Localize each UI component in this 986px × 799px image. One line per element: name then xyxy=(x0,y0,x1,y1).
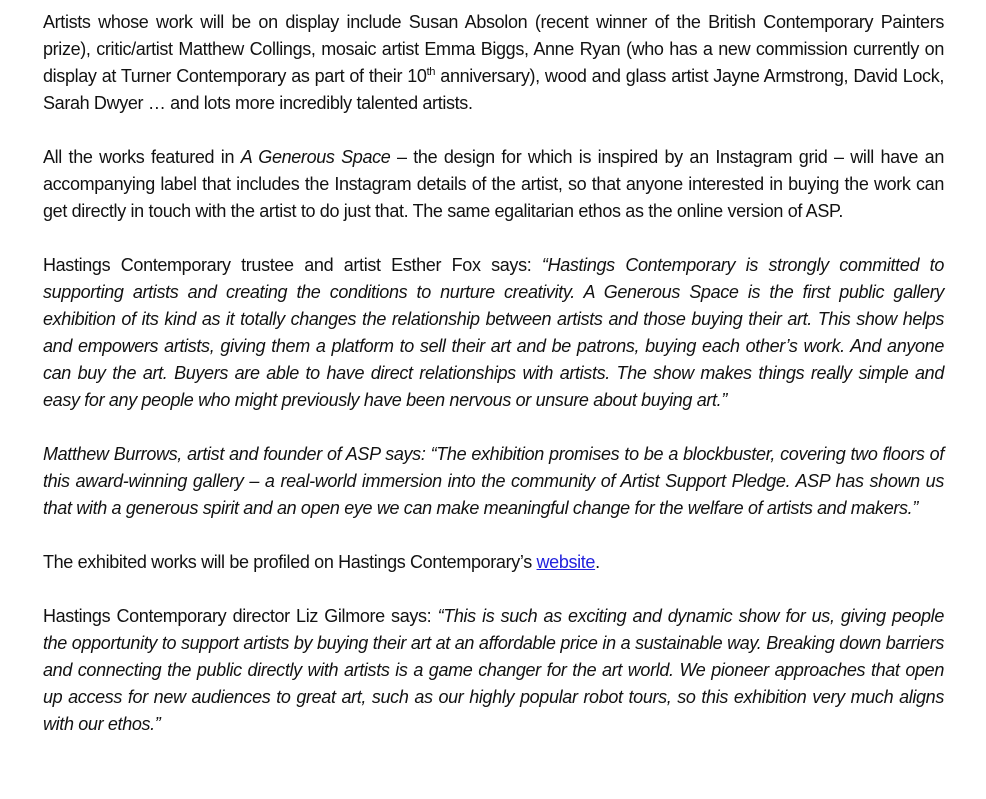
italic-text: Matthew Burrows, artist and founder of ASP says: “The exhibition promises to be a blockbuster, covering two floors of this award-winning gallery – a real-world immersion into the community of Artist Support Pledge. ASP has shown us that with a generous spirit and an open eye we can make meaningful change for the welfare of artists and makers.” xyxy=(43,444,944,518)
paragraph-artists-list xyxy=(43,9,944,117)
paragraph-liz-gilmore-quote xyxy=(43,603,944,738)
body-text: Artists whose work will be on display include Susan Absolon (recent winner of the British Contemporary Painters prize), critic/artist Matthew Collings, mosaic artist Emma Biggs, Anne Ryan (who has a new commission currently on display at Turner Contemporary as part of their 10 xyxy=(43,12,944,86)
italic-text: “This is such as exciting and dynamic show for us, giving people the opportunity to support artists by buying their art at an affordable price in a sustainable way. Breaking down barriers and connecting the public directly with artists is a game changer for the art world. We pioneer approaches that open up access for new audiences to great art, such as our highly popular robot tours, so this exhibition very much aligns with our ethos.” xyxy=(43,606,944,734)
paragraph-generous-space-labels xyxy=(43,144,944,225)
body-text: All the works featured in xyxy=(43,147,241,167)
body-text: – the design for which is inspired by an Instagram grid – will have an accompanying label that includes the Instagram details of the artist, so that anyone interested in buying the work can get directly in touch with the artist to do just that. The same egalitarian ethos as the online version of ASP. xyxy=(43,147,945,221)
website-link[interactable]: website xyxy=(536,552,596,572)
body-text: The exhibited works will be profiled on Hastings Contemporary’s xyxy=(43,552,537,572)
paragraph-website-link xyxy=(43,549,944,576)
italic-text: “Hastings Contemporary is strongly committed to supporting artists and creating the conditions to nurture creativity. A Generous Space is the first public gallery exhibition of its kind as it totally changes the relationship between artists and those buying their art. This show helps and empowers artists, giving them a platform to sell their art and be patrons, buying each other’s work. And anyone can buy the art. Buyers are able to have direct relationships with artists. The show makes things really simple and easy for any people who might previously have been nervous or unsure about buying art.” xyxy=(43,255,944,410)
body-text: Hastings Contemporary director Liz Gilmore says: xyxy=(43,606,438,626)
italic-text: A Generous Space xyxy=(240,147,391,167)
body-text: . xyxy=(595,552,600,572)
ordinal-superscript: th xyxy=(426,66,436,78)
paragraph-esther-fox-quote xyxy=(43,252,944,414)
body-text: anniversary), wood and glass artist Jayne Armstrong, David Lock, Sarah Dwyer … and lots more incredibly talented artists. xyxy=(43,66,944,113)
paragraph-matthew-burrows-quote xyxy=(43,441,944,522)
body-text: Hastings Contemporary trustee and artist Esther Fox says: xyxy=(43,255,542,275)
